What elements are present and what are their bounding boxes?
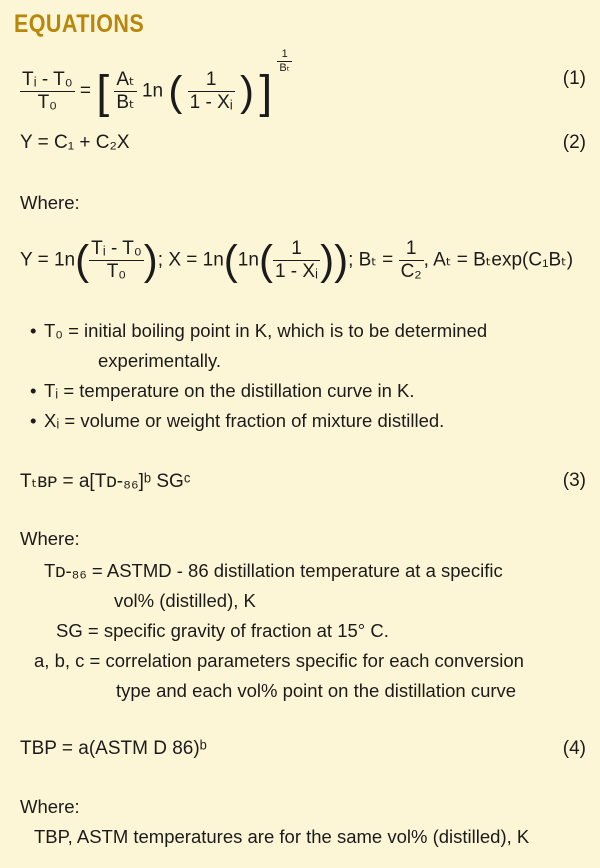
bullet-text: Xᵢ = volume or weight fraction of mixture distilled. xyxy=(44,410,445,431)
eq4-number: (4) xyxy=(562,738,586,759)
eq1-open-bracket: [ xyxy=(96,65,110,118)
equation-3: Tₜʙᴘ = a[Tᴅ-₈₆]ᵇ SGᶜ xyxy=(20,471,191,492)
eq1-exp-num: 1 xyxy=(281,48,288,60)
eq1-inner-fraction xyxy=(188,69,235,114)
heading: EQUATIONS xyxy=(14,10,145,38)
bullet-text: Tᵢ = temperature on the distillation curve in K. xyxy=(44,380,415,401)
note-4: TBP, ASTM temperatures are for the same vol% (distilled), K xyxy=(34,826,530,847)
bullet-dot-icon: • xyxy=(30,380,37,401)
eq1-ln: 1n xyxy=(141,80,164,102)
def3-item: Tᴅ-₈₆ = ASTMD - 86 distillation temperature at a specific xyxy=(44,560,503,581)
where-label-2: Where: xyxy=(20,528,80,549)
eq1-denominator: T₀ xyxy=(20,91,75,114)
bullet-dot-icon: • xyxy=(30,410,37,431)
def-b: ; Bₜ = xyxy=(348,249,394,271)
def-x-inner-open: ( xyxy=(258,236,273,284)
eq1-inner-num: 1 xyxy=(205,69,217,91)
where-label-1: Where: xyxy=(20,192,80,213)
def-b-den: C₂ xyxy=(400,260,422,282)
def3-continuation: vol% (distilled), K xyxy=(114,590,256,611)
def-b-fraction xyxy=(399,238,424,283)
bullet-text: T₀ = initial boiling point in K, which is to be determined xyxy=(44,320,488,341)
eq1-number: (1) xyxy=(562,68,586,89)
equation-4: TBP = a(ASTM D 86)ᵇ xyxy=(20,738,207,759)
def3-item: a, b, c = correlation parameters specific for each conversion xyxy=(34,650,524,671)
definitions-line xyxy=(20,238,573,283)
eq1-at-bt xyxy=(114,69,136,114)
eq1-close-paren: ) xyxy=(240,67,255,115)
def-x-inner-close: ) xyxy=(320,236,335,284)
eq1-bt: Bₜ xyxy=(116,92,135,114)
def-y-den: T₀ xyxy=(89,260,144,283)
def-x-den: 1 - Xᵢ xyxy=(274,260,319,282)
def-x-num: 1 xyxy=(291,238,302,259)
def-x: ; X = 1n xyxy=(157,249,224,271)
def-y-close-paren: ) xyxy=(143,236,158,284)
bullet-dot-icon: • xyxy=(30,320,37,341)
def-b-num: 1 xyxy=(405,238,417,259)
eq1-inner-den: 1 - Xᵢ xyxy=(189,92,233,114)
eq1-exp-den: Bₜ xyxy=(279,61,290,74)
where-label-3: Where: xyxy=(20,796,80,817)
eq1-equals: = xyxy=(79,80,92,102)
eq1-close-bracket: ] xyxy=(259,65,273,118)
def-y-open-paren: ( xyxy=(75,236,90,284)
def-y-num: Tᵢ - T₀ xyxy=(91,238,142,259)
eq1-numerator: Tᵢ - T₀ xyxy=(22,69,73,91)
eq2-number: (2) xyxy=(562,132,586,153)
bullet-item xyxy=(30,410,444,432)
def-y-fraction xyxy=(89,238,144,283)
def-x-open-paren: ( xyxy=(223,236,238,284)
bullet-item xyxy=(30,380,415,402)
def-x-fraction xyxy=(273,238,320,283)
equation-2: Y = C₁ + C₂X xyxy=(20,132,130,153)
def-a: , Aₜ = Bₜexp(C₁Bₜ) xyxy=(423,249,574,271)
def3-item: SG = specific gravity of fraction at 15° C. xyxy=(56,620,389,641)
eq1-at: Aₜ xyxy=(116,69,135,91)
eq1-open-paren: ( xyxy=(168,67,183,115)
equation-1 xyxy=(20,48,292,118)
eq1-exponent xyxy=(277,48,292,74)
bullet-item xyxy=(30,320,487,342)
def-y: Y = 1n xyxy=(20,249,76,271)
bullet-continuation: experimentally. xyxy=(98,350,222,371)
def3-continuation: type and each vol% point on the distillation curve xyxy=(116,680,517,701)
def-x-close-paren: ) xyxy=(334,236,349,284)
eq1-fraction xyxy=(20,69,75,114)
eq3-number: (3) xyxy=(562,470,586,491)
def-x-inner-ln: 1n xyxy=(237,249,259,271)
